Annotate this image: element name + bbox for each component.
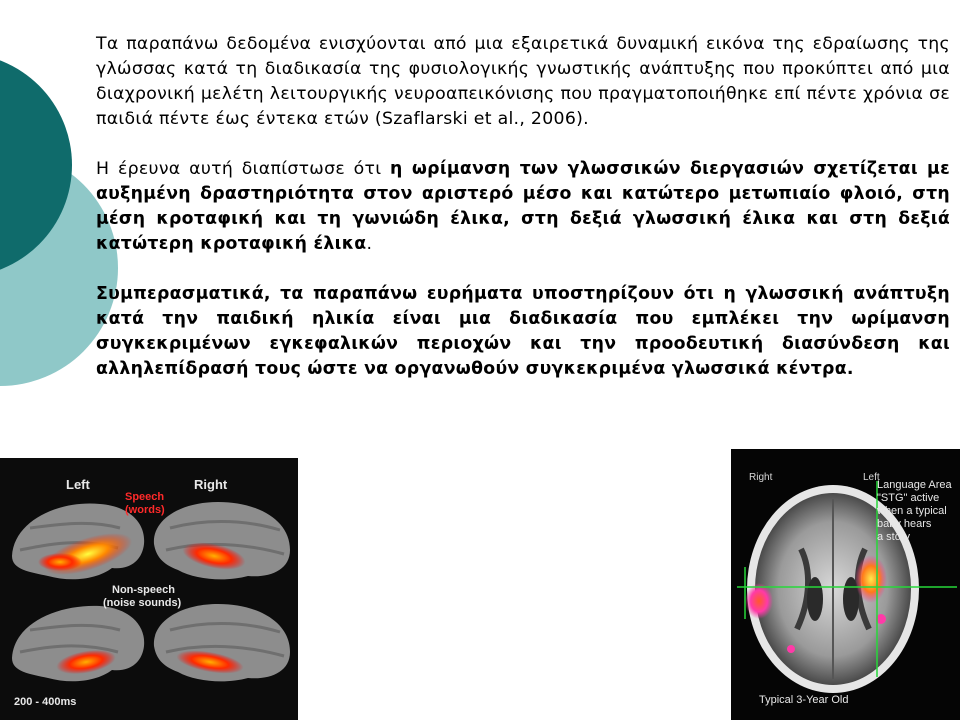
label-speech-sub: (words) (125, 504, 165, 516)
figure-mri-language-area (731, 449, 960, 720)
paragraph-3 (96, 282, 950, 382)
annotation-line-2: "STG" active (877, 492, 940, 504)
paragraph-2-intro: Η έρευνα αυτή διαπίστωσε ότι (96, 159, 391, 179)
hemisphere-bottom-right (154, 604, 290, 681)
annotation-line-1: Language Area (877, 479, 952, 491)
mri-label-right: Right (749, 472, 773, 483)
label-speech: Speech (125, 491, 165, 503)
brain-label-right: Right (194, 477, 228, 492)
activation-right-stg (745, 583, 773, 619)
activation-left-stg (855, 555, 887, 603)
brain-label-left: Left (66, 477, 90, 492)
label-nonspeech: Non-speech (112, 584, 175, 596)
annotation-line-3: when a typical (877, 505, 947, 517)
mri-caption: Typical 3-Year Old (759, 694, 849, 706)
paragraph-2-bold: η ωρίμανση των γλωσσικών διεργασιών σχετίζεται με αυξημένη δραστηριότητα στον αριστερό μέσο και κατώτερο μετωπιαίο φλοιό, στη μέση κροταφική και τη γωνιώδη έλικα, στη δεξιά γλωσσική έλικα και στη δεξιά κατώτερη κροταφική έλικα (96, 159, 950, 254)
figure-brain-speech-maps (0, 458, 298, 720)
mri-label-left: Left (863, 472, 880, 483)
annotation-line-5: a story (877, 531, 911, 543)
label-nonspeech-sub: (noise sounds) (103, 597, 182, 609)
label-time-window: 200 - 400ms (14, 696, 77, 708)
paragraph-2 (96, 157, 950, 257)
paragraph-1: Τα παραπάνω δεδομένα ενισχύονται από μια εξαιρετικά δυναμική εικόνα της εδραίωσης της γλώσσας κατά τη διαδικασία της φυσιολογικής γνωστικής ανάπτυξης που προκύπτει από μια διαχρονική μελέτη λειτουργικής νευροαπεικόνισης που πραγματοποιήθηκε επί πέντε χρόνια σε παιδιά πέντε έως έντεκα ετών (Szaflarski et al., 2006). (96, 34, 950, 129)
slide-body-text (96, 32, 950, 382)
paragraph-3-bold: Συμπερασματικά, τα παραπάνω ευρήματα υποστηρίζουν ότι η γλωσσική ανάπτυξη κατά την παιδική ηλικία είναι μια διαδικασία που εμπλέκει την ωρίμανση συγκεκριμένων εγκεφαλικών περιοχών και την προοδευτική διασύνδεση και αλληλεπίδρασή τους ώστε να οργανωθούν συγκεκριμένα γλωσσικά κέντρα. (96, 284, 950, 379)
language-area-annotation (877, 479, 952, 544)
annotation-line-4: baby hears (877, 518, 932, 530)
hemisphere-top-right (154, 502, 290, 579)
hemisphere-bottom-left (12, 606, 144, 681)
paragraph-2-end: . (366, 234, 373, 254)
